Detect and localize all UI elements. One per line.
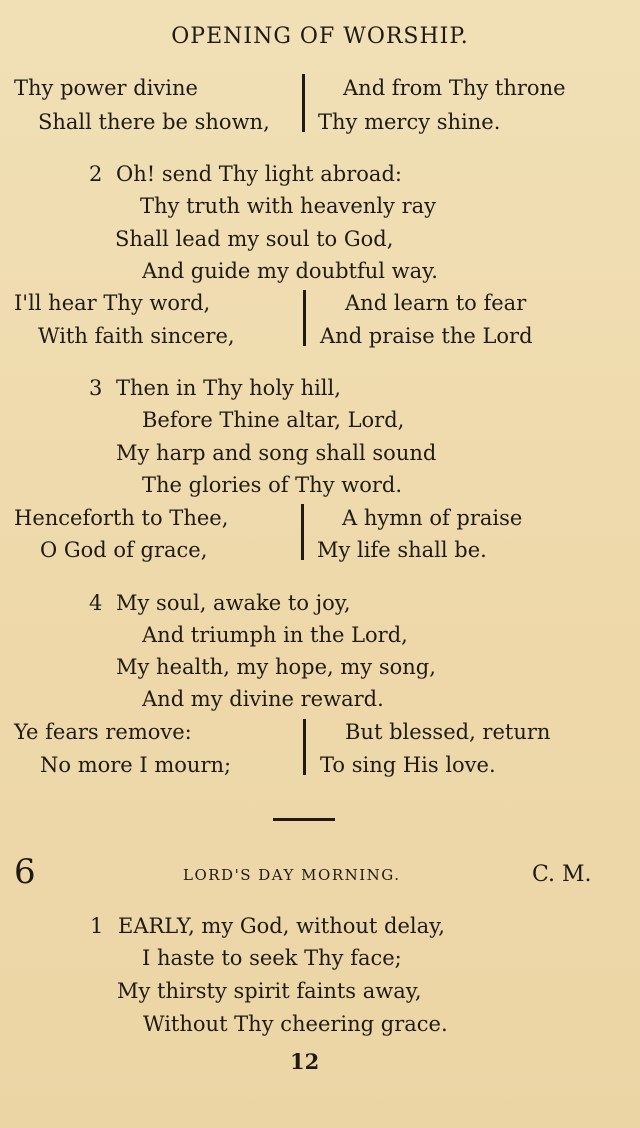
stanza1-left-line-1: Thy power divine [14,76,198,100]
stanza4-line-4: And my divine reward. [142,687,384,711]
stanza3-line-3: My harp and song shall sound [116,441,437,465]
hymn6-line-1: EARLY, my God, without delay, [118,914,445,938]
stanza2-line-4: And guide my doubtful way. [142,259,438,283]
stanza4-left-line-2: No more I mourn; [40,753,232,777]
stanza3-divider [301,504,304,560]
stanza3-line-4: The glories of Thy word. [142,473,403,497]
stanza1-divider [302,74,305,132]
stanza2-line-1: Oh! send Thy light abroad: [116,162,402,186]
hymn6-line-4: Without Thy cheering grace. [143,1012,448,1036]
hymn-meter: C. M. [532,862,592,887]
stanza4-right-line-1: But blessed, return [345,720,551,744]
stanza2-line-2: Thy truth with heavenly ray [140,194,437,218]
page-header: OPENING OF WORSHIP. [171,24,469,49]
stanza3-number: 3 [89,376,103,400]
stanza1-right-line-2: Thy mercy shine. [318,110,501,134]
hymn6-line-3: My thirsty spirit faints away, [117,979,422,1003]
section-rule [273,818,335,821]
stanza2-line-3: Shall lead my soul to God, [115,227,394,251]
stanza1-left-line-2: Shall there be shown, [38,110,270,134]
stanza4-line-3: My health, my hope, my song, [116,655,436,679]
stanza3-line-1: Then in Thy holy hill, [116,376,341,400]
stanza1-right-line-1: And from Thy throne [343,76,566,100]
stanza4-line-1: My soul, awake to joy, [116,591,351,615]
stanza4-right-line-2: To sing His love. [320,753,496,777]
stanza2-left-line-2: With faith sincere, [38,324,235,348]
stanza2-number: 2 [89,162,103,186]
stanza3-right-line-1: A hymn of praise [342,506,523,530]
stanza2-left-line-1: I'll hear Thy word, [14,291,211,315]
stanza4-left-line-1: Ye fears remove: [14,720,192,744]
hymn6-verse-number: 1 [90,914,104,938]
stanza3-line-2: Before Thine altar, Lord, [142,408,405,432]
stanza4-number: 4 [89,591,103,615]
page-number: 12 [290,1049,320,1074]
hymn-number: 6 [14,852,36,892]
hymn6-line-2: I haste to seek Thy face; [142,946,402,970]
stanza3-left-line-1: Henceforth to Thee, [14,506,229,530]
stanza2-divider [303,290,306,346]
stanza4-divider [303,719,306,775]
stanza2-right-line-2: And praise the Lord [320,324,533,348]
stanza4-line-2: And triumph in the Lord, [142,623,408,647]
stanza2-right-line-1: And learn to fear [345,291,527,315]
stanza3-left-line-2: O God of grace, [40,538,208,562]
stanza3-right-line-2: My life shall be. [317,538,487,562]
hymn-title: LORD'S DAY MORNING. [183,866,401,884]
